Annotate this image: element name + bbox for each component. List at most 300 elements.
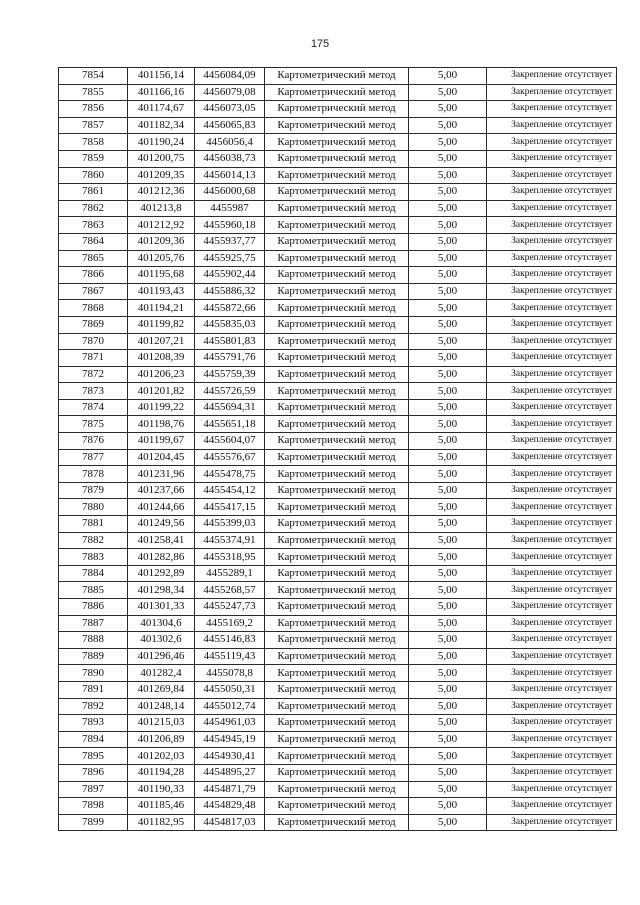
point-number-cell: 7873 [59, 383, 128, 400]
accuracy-cell: 5,00 [409, 217, 487, 234]
table-row [59, 681, 617, 698]
accuracy-cell: 5,00 [409, 798, 487, 815]
y-coordinate-cell: 4455902,44 [195, 267, 265, 284]
x-coordinate-cell: 401237,66 [128, 482, 195, 499]
point-number-cell: 7877 [59, 449, 128, 466]
fixing-cell: Закрепление отсутствует [487, 781, 617, 798]
x-coordinate-cell: 401202,03 [128, 748, 195, 765]
point-number-cell: 7887 [59, 615, 128, 632]
fixing-cell: Закрепление отсутствует [487, 599, 617, 616]
y-coordinate-cell: 4455374,91 [195, 532, 265, 549]
x-coordinate-cell: 401206,89 [128, 731, 195, 748]
accuracy-cell: 5,00 [409, 565, 487, 582]
table-row [59, 366, 617, 383]
table-row [59, 516, 617, 533]
accuracy-cell: 5,00 [409, 764, 487, 781]
method-cell: Картометрический метод [265, 217, 409, 234]
table-row [59, 814, 617, 831]
table-row [59, 150, 617, 167]
point-number-cell: 7872 [59, 366, 128, 383]
y-coordinate-cell: 4454895,27 [195, 764, 265, 781]
point-number-cell: 7880 [59, 499, 128, 516]
y-coordinate-cell: 4454945,19 [195, 731, 265, 748]
point-number-cell: 7862 [59, 200, 128, 217]
fixing-cell: Закрепление отсутствует [487, 715, 617, 732]
accuracy-cell: 5,00 [409, 449, 487, 466]
point-number-cell: 7881 [59, 516, 128, 533]
y-coordinate-cell: 4455012,74 [195, 698, 265, 715]
accuracy-cell: 5,00 [409, 632, 487, 649]
x-coordinate-cell: 401213,8 [128, 200, 195, 217]
fixing-cell: Закрепление отсутствует [487, 134, 617, 151]
x-coordinate-cell: 401166,16 [128, 84, 195, 101]
y-coordinate-cell: 4455247,73 [195, 599, 265, 616]
method-cell: Картометрический метод [265, 715, 409, 732]
accuracy-cell: 5,00 [409, 715, 487, 732]
table-row [59, 167, 617, 184]
table-row [59, 698, 617, 715]
accuracy-cell: 5,00 [409, 84, 487, 101]
y-coordinate-cell: 4455318,95 [195, 549, 265, 566]
fixing-cell: Закрепление отсутствует [487, 184, 617, 201]
point-number-cell: 7883 [59, 549, 128, 566]
accuracy-cell: 5,00 [409, 300, 487, 317]
y-coordinate-cell: 4456073,05 [195, 101, 265, 118]
y-coordinate-cell: 4455872,66 [195, 300, 265, 317]
y-coordinate-cell: 4455726,59 [195, 383, 265, 400]
method-cell: Картометрический метод [265, 615, 409, 632]
fixing-cell: Закрепление отсутствует [487, 764, 617, 781]
method-cell: Картометрический метод [265, 383, 409, 400]
x-coordinate-cell: 401185,46 [128, 798, 195, 815]
accuracy-cell: 5,00 [409, 615, 487, 632]
accuracy-cell: 5,00 [409, 466, 487, 483]
point-number-cell: 7886 [59, 599, 128, 616]
x-coordinate-cell: 401215,03 [128, 715, 195, 732]
y-coordinate-cell: 4455791,76 [195, 350, 265, 367]
accuracy-cell: 5,00 [409, 433, 487, 450]
table-row [59, 449, 617, 466]
table-row [59, 383, 617, 400]
method-cell: Картометрический метод [265, 416, 409, 433]
y-coordinate-cell: 4454829,48 [195, 798, 265, 815]
point-number-cell: 7896 [59, 764, 128, 781]
y-coordinate-cell: 4455399,03 [195, 516, 265, 533]
fixing-cell: Закрепление отсутствует [487, 466, 617, 483]
point-number-cell: 7871 [59, 350, 128, 367]
y-coordinate-cell: 4455576,67 [195, 449, 265, 466]
x-coordinate-cell: 401301,33 [128, 599, 195, 616]
point-number-cell: 7864 [59, 233, 128, 250]
x-coordinate-cell: 401156,14 [128, 68, 195, 85]
y-coordinate-cell: 4455987 [195, 200, 265, 217]
fixing-cell: Закрепление отсутствует [487, 350, 617, 367]
fixing-cell: Закрепление отсутствует [487, 433, 617, 450]
y-coordinate-cell: 4456014,13 [195, 167, 265, 184]
x-coordinate-cell: 401282,4 [128, 665, 195, 682]
table-row [59, 316, 617, 333]
fixing-cell: Закрепление отсутствует [487, 516, 617, 533]
accuracy-cell: 5,00 [409, 748, 487, 765]
point-number-cell: 7855 [59, 84, 128, 101]
accuracy-cell: 5,00 [409, 233, 487, 250]
method-cell: Картометрический метод [265, 150, 409, 167]
accuracy-cell: 5,00 [409, 665, 487, 682]
method-cell: Картометрический метод [265, 184, 409, 201]
fixing-cell: Закрепление отсутствует [487, 316, 617, 333]
x-coordinate-cell: 401269,84 [128, 681, 195, 698]
accuracy-cell: 5,00 [409, 499, 487, 516]
accuracy-cell: 5,00 [409, 781, 487, 798]
point-number-cell: 7866 [59, 267, 128, 284]
accuracy-cell: 5,00 [409, 101, 487, 118]
fixing-cell: Закрепление отсутствует [487, 615, 617, 632]
fixing-cell: Закрепление отсутствует [487, 582, 617, 599]
x-coordinate-cell: 401292,89 [128, 565, 195, 582]
x-coordinate-cell: 401248,14 [128, 698, 195, 715]
y-coordinate-cell: 4455119,43 [195, 648, 265, 665]
point-number-cell: 7878 [59, 466, 128, 483]
method-cell: Картометрический метод [265, 532, 409, 549]
table-row [59, 582, 617, 599]
point-number-cell: 7889 [59, 648, 128, 665]
y-coordinate-cell: 4455925,75 [195, 250, 265, 267]
coordinates-table-body [59, 68, 617, 831]
y-coordinate-cell: 4455886,32 [195, 283, 265, 300]
method-cell: Картометрический метод [265, 200, 409, 217]
table-row [59, 184, 617, 201]
fixing-cell: Закрепление отсутствует [487, 482, 617, 499]
method-cell: Картометрический метод [265, 781, 409, 798]
y-coordinate-cell: 4456084,09 [195, 68, 265, 85]
y-coordinate-cell: 4455694,31 [195, 399, 265, 416]
fixing-cell: Закрепление отсутствует [487, 84, 617, 101]
fixing-cell: Закрепление отсутствует [487, 383, 617, 400]
point-number-cell: 7884 [59, 565, 128, 582]
table-row [59, 300, 617, 317]
table-row [59, 399, 617, 416]
accuracy-cell: 5,00 [409, 549, 487, 566]
point-number-cell: 7897 [59, 781, 128, 798]
fixing-cell: Закрепление отсутствует [487, 665, 617, 682]
point-number-cell: 7894 [59, 731, 128, 748]
y-coordinate-cell: 4455417,15 [195, 499, 265, 516]
table-row [59, 101, 617, 118]
x-coordinate-cell: 401282,86 [128, 549, 195, 566]
method-cell: Картометрический метод [265, 814, 409, 831]
method-cell: Картометрический метод [265, 101, 409, 118]
point-number-cell: 7857 [59, 117, 128, 134]
fixing-cell: Закрепление отсутствует [487, 565, 617, 582]
fixing-cell: Закрепление отсутствует [487, 798, 617, 815]
method-cell: Картометрический метод [265, 482, 409, 499]
y-coordinate-cell: 4455289,1 [195, 565, 265, 582]
table-row [59, 715, 617, 732]
method-cell: Картометрический метод [265, 399, 409, 416]
table-row [59, 466, 617, 483]
x-coordinate-cell: 401199,22 [128, 399, 195, 416]
method-cell: Картометрический метод [265, 68, 409, 85]
x-coordinate-cell: 401206,23 [128, 366, 195, 383]
table-row [59, 217, 617, 234]
table-row [59, 499, 617, 516]
x-coordinate-cell: 401208,39 [128, 350, 195, 367]
table-row [59, 84, 617, 101]
point-number-cell: 7898 [59, 798, 128, 815]
point-number-cell: 7859 [59, 150, 128, 167]
table-row [59, 731, 617, 748]
x-coordinate-cell: 401302,6 [128, 632, 195, 649]
x-coordinate-cell: 401199,82 [128, 316, 195, 333]
method-cell: Картометрический метод [265, 748, 409, 765]
fixing-cell: Закрепление отсутствует [487, 731, 617, 748]
table-row [59, 200, 617, 217]
x-coordinate-cell: 401209,36 [128, 233, 195, 250]
table-row [59, 798, 617, 815]
y-coordinate-cell: 4454817,03 [195, 814, 265, 831]
table-row [59, 781, 617, 798]
page-number: 175 [310, 38, 330, 50]
fixing-cell: Закрепление отсутствует [487, 814, 617, 831]
y-coordinate-cell: 4454871,79 [195, 781, 265, 798]
point-number-cell: 7861 [59, 184, 128, 201]
point-number-cell: 7899 [59, 814, 128, 831]
y-coordinate-cell: 4455651,18 [195, 416, 265, 433]
fixing-cell: Закрепление отсутствует [487, 449, 617, 466]
method-cell: Картометрический метод [265, 582, 409, 599]
fixing-cell: Закрепление отсутствует [487, 366, 617, 383]
accuracy-cell: 5,00 [409, 516, 487, 533]
x-coordinate-cell: 401190,24 [128, 134, 195, 151]
method-cell: Картометрический метод [265, 283, 409, 300]
accuracy-cell: 5,00 [409, 731, 487, 748]
table-row [59, 482, 617, 499]
table-row [59, 549, 617, 566]
y-coordinate-cell: 4455478,75 [195, 466, 265, 483]
method-cell: Картометрический метод [265, 665, 409, 682]
x-coordinate-cell: 401193,43 [128, 283, 195, 300]
x-coordinate-cell: 401194,21 [128, 300, 195, 317]
method-cell: Картометрический метод [265, 333, 409, 350]
fixing-cell: Закрепление отсутствует [487, 416, 617, 433]
x-coordinate-cell: 401249,56 [128, 516, 195, 533]
y-coordinate-cell: 4455050,31 [195, 681, 265, 698]
method-cell: Картометрический метод [265, 499, 409, 516]
table-row [59, 68, 617, 85]
accuracy-cell: 5,00 [409, 582, 487, 599]
x-coordinate-cell: 401304,6 [128, 615, 195, 632]
point-number-cell: 7892 [59, 698, 128, 715]
x-coordinate-cell: 401207,21 [128, 333, 195, 350]
accuracy-cell: 5,00 [409, 184, 487, 201]
method-cell: Картометрический метод [265, 648, 409, 665]
x-coordinate-cell: 401296,46 [128, 648, 195, 665]
point-number-cell: 7854 [59, 68, 128, 85]
table-row [59, 250, 617, 267]
y-coordinate-cell: 4456079,08 [195, 84, 265, 101]
table-row [59, 615, 617, 632]
table-row [59, 134, 617, 151]
method-cell: Картометрический метод [265, 267, 409, 284]
point-number-cell: 7893 [59, 715, 128, 732]
y-coordinate-cell: 4456000,68 [195, 184, 265, 201]
y-coordinate-cell: 4455759,39 [195, 366, 265, 383]
x-coordinate-cell: 401205,76 [128, 250, 195, 267]
y-coordinate-cell: 4455078,8 [195, 665, 265, 682]
y-coordinate-cell: 4454961,03 [195, 715, 265, 732]
accuracy-cell: 5,00 [409, 482, 487, 499]
x-coordinate-cell: 401212,92 [128, 217, 195, 234]
method-cell: Картометрический метод [265, 300, 409, 317]
y-coordinate-cell: 4455169,2 [195, 615, 265, 632]
accuracy-cell: 5,00 [409, 366, 487, 383]
method-cell: Картометрический метод [265, 350, 409, 367]
accuracy-cell: 5,00 [409, 814, 487, 831]
accuracy-cell: 5,00 [409, 599, 487, 616]
method-cell: Картометрический метод [265, 681, 409, 698]
accuracy-cell: 5,00 [409, 698, 487, 715]
y-coordinate-cell: 4455454,12 [195, 482, 265, 499]
table-row [59, 764, 617, 781]
x-coordinate-cell: 401204,45 [128, 449, 195, 466]
point-number-cell: 7869 [59, 316, 128, 333]
y-coordinate-cell: 4454930,41 [195, 748, 265, 765]
accuracy-cell: 5,00 [409, 200, 487, 217]
method-cell: Картометрический метод [265, 599, 409, 616]
y-coordinate-cell: 4455146,83 [195, 632, 265, 649]
method-cell: Картометрический метод [265, 565, 409, 582]
table-row [59, 565, 617, 582]
method-cell: Картометрический метод [265, 167, 409, 184]
y-coordinate-cell: 4456056,4 [195, 134, 265, 151]
table-row [59, 532, 617, 549]
point-number-cell: 7885 [59, 582, 128, 599]
point-number-cell: 7865 [59, 250, 128, 267]
point-number-cell: 7882 [59, 532, 128, 549]
fixing-cell: Закрепление отсутствует [487, 217, 617, 234]
coordinates-table [58, 67, 617, 831]
method-cell: Картометрический метод [265, 433, 409, 450]
table-row [59, 267, 617, 284]
x-coordinate-cell: 401298,34 [128, 582, 195, 599]
y-coordinate-cell: 4455801,83 [195, 333, 265, 350]
point-number-cell: 7870 [59, 333, 128, 350]
table-row [59, 648, 617, 665]
x-coordinate-cell: 401182,95 [128, 814, 195, 831]
fixing-cell: Закрепление отсутствует [487, 532, 617, 549]
fixing-cell: Закрепление отсутствует [487, 117, 617, 134]
y-coordinate-cell: 4456065,83 [195, 117, 265, 134]
fixing-cell: Закрепление отсутствует [487, 681, 617, 698]
point-number-cell: 7890 [59, 665, 128, 682]
y-coordinate-cell: 4455604,07 [195, 433, 265, 450]
fixing-cell: Закрепление отсутствует [487, 267, 617, 284]
method-cell: Картометрический метод [265, 731, 409, 748]
method-cell: Картометрический метод [265, 84, 409, 101]
x-coordinate-cell: 401199,67 [128, 433, 195, 450]
table-row [59, 665, 617, 682]
accuracy-cell: 5,00 [409, 167, 487, 184]
point-number-cell: 7874 [59, 399, 128, 416]
fixing-cell: Закрепление отсутствует [487, 250, 617, 267]
x-coordinate-cell: 401231,96 [128, 466, 195, 483]
method-cell: Картометрический метод [265, 316, 409, 333]
fixing-cell: Закрепление отсутствует [487, 233, 617, 250]
accuracy-cell: 5,00 [409, 316, 487, 333]
x-coordinate-cell: 401174,67 [128, 101, 195, 118]
accuracy-cell: 5,00 [409, 383, 487, 400]
y-coordinate-cell: 4456038,73 [195, 150, 265, 167]
method-cell: Картометрический метод [265, 366, 409, 383]
table-row [59, 416, 617, 433]
method-cell: Картометрический метод [265, 233, 409, 250]
point-number-cell: 7891 [59, 681, 128, 698]
table-row [59, 599, 617, 616]
x-coordinate-cell: 401198,76 [128, 416, 195, 433]
method-cell: Картометрический метод [265, 798, 409, 815]
point-number-cell: 7860 [59, 167, 128, 184]
table-row [59, 350, 617, 367]
accuracy-cell: 5,00 [409, 648, 487, 665]
method-cell: Картометрический метод [265, 698, 409, 715]
point-number-cell: 7895 [59, 748, 128, 765]
point-number-cell: 7888 [59, 632, 128, 649]
point-number-cell: 7867 [59, 283, 128, 300]
accuracy-cell: 5,00 [409, 681, 487, 698]
method-cell: Картометрический метод [265, 764, 409, 781]
fixing-cell: Закрепление отсутствует [487, 399, 617, 416]
fixing-cell: Закрепление отсутствует [487, 283, 617, 300]
table-row [59, 283, 617, 300]
point-number-cell: 7876 [59, 433, 128, 450]
x-coordinate-cell: 401194,28 [128, 764, 195, 781]
method-cell: Картометрический метод [265, 250, 409, 267]
accuracy-cell: 5,00 [409, 283, 487, 300]
table-row [59, 632, 617, 649]
table-row [59, 748, 617, 765]
method-cell: Картометрический метод [265, 117, 409, 134]
point-number-cell: 7858 [59, 134, 128, 151]
method-cell: Картометрический метод [265, 632, 409, 649]
method-cell: Картометрический метод [265, 466, 409, 483]
x-coordinate-cell: 401182,34 [128, 117, 195, 134]
y-coordinate-cell: 4455960,18 [195, 217, 265, 234]
fixing-cell: Закрепление отсутствует [487, 549, 617, 566]
accuracy-cell: 5,00 [409, 267, 487, 284]
accuracy-cell: 5,00 [409, 68, 487, 85]
fixing-cell: Закрепление отсутствует [487, 632, 617, 649]
fixing-cell: Закрепление отсутствует [487, 698, 617, 715]
x-coordinate-cell: 401212,36 [128, 184, 195, 201]
x-coordinate-cell: 401258,41 [128, 532, 195, 549]
table-row [59, 117, 617, 134]
x-coordinate-cell: 401244,66 [128, 499, 195, 516]
y-coordinate-cell: 4455937,77 [195, 233, 265, 250]
accuracy-cell: 5,00 [409, 532, 487, 549]
accuracy-cell: 5,00 [409, 399, 487, 416]
fixing-cell: Закрепление отсутствует [487, 648, 617, 665]
accuracy-cell: 5,00 [409, 250, 487, 267]
point-number-cell: 7879 [59, 482, 128, 499]
accuracy-cell: 5,00 [409, 150, 487, 167]
accuracy-cell: 5,00 [409, 350, 487, 367]
table-row [59, 433, 617, 450]
accuracy-cell: 5,00 [409, 333, 487, 350]
method-cell: Картометрический метод [265, 549, 409, 566]
point-number-cell: 7875 [59, 416, 128, 433]
x-coordinate-cell: 401209,35 [128, 167, 195, 184]
point-number-cell: 7863 [59, 217, 128, 234]
